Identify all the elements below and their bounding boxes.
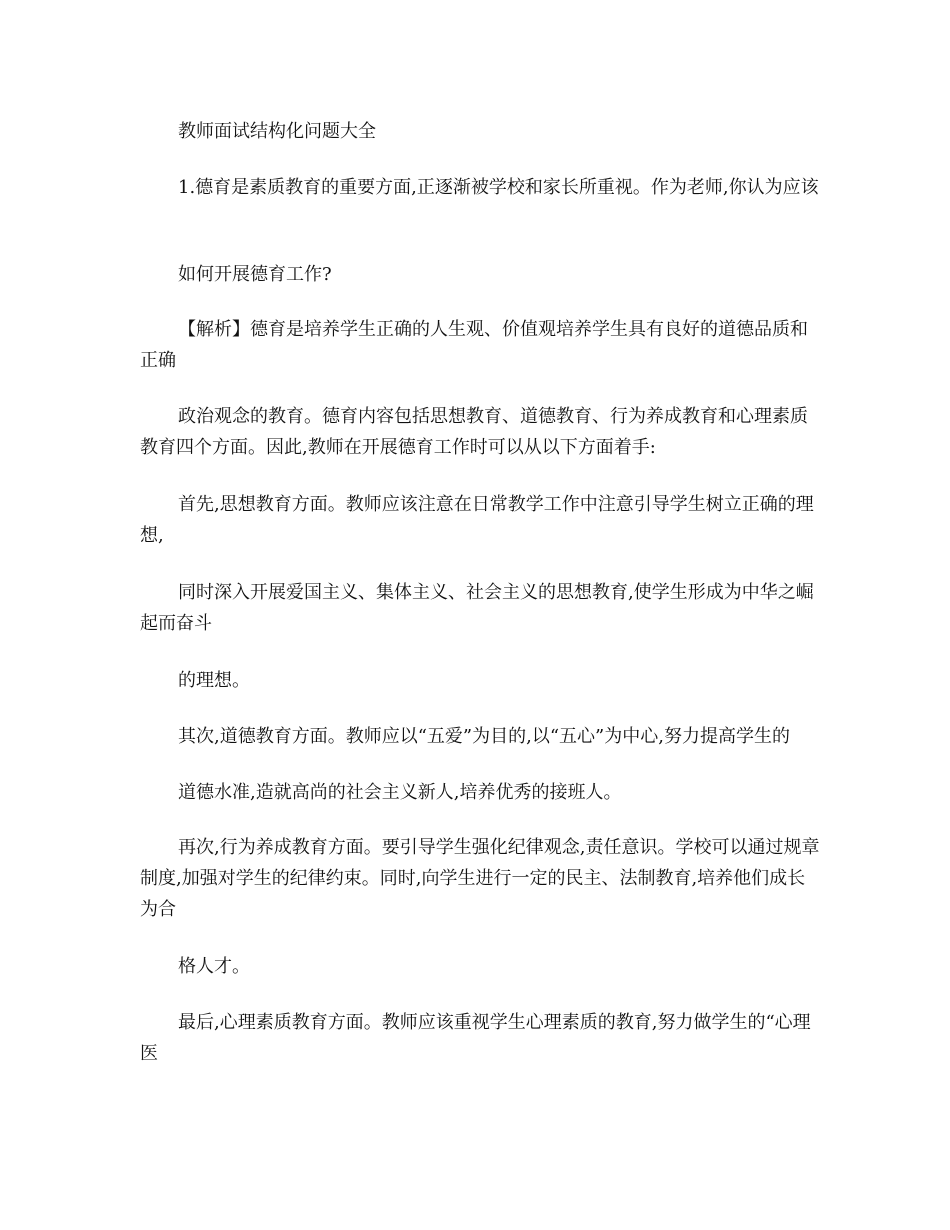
paragraph-first-point-cont: 同时深入开展爱国主义、集体主义、社会主义的思想教育,使学生形成为中华之崛起而奋斗 (140, 582, 814, 634)
document-title: 教师面试结构化问题大全 (178, 121, 376, 142)
paragraph-second-point-cont: 道德水准,造就高尚的社会主义新人,培养优秀的接班人。 (178, 782, 622, 803)
paragraph-third-point-end: 格人才。 (178, 956, 250, 977)
paragraph-question-1-cont: 如何开展德育工作? (178, 264, 332, 285)
paragraph-second-point: 其次,道德教育方面。教师应以“五爱”为目的,以“五心”为中心,努力提高学生的 (178, 726, 790, 747)
paragraph-third-point: 再次,行为养成教育方面。要引导学生强化纪律观念,责任意识。学校可以通过规章制度,加强对学生的纪律约束。同时,向学生进行一定的民主、法制教育,培养他们成长为合 (140, 837, 820, 920)
paragraph-first-point-end: 的理想。 (178, 670, 250, 691)
paragraph-question-1: 1.德育是素质教育的重要方面,正逐渐被学校和家长所重视。作为老师,你认为应该 (178, 177, 819, 198)
paragraph-fourth-point: 最后,心理素质教育方面。教师应该重视学生心理素质的教育,努力做学生的“心理医 (140, 1012, 811, 1064)
paragraph-analysis: 【解析】德育是培养学生正确的人生观、价值观培养学生具有良好的道德品质和正确 (140, 319, 808, 371)
paragraph-first-point: 首先,思想教育方面。教师应该注意在日常教学工作中注意引导学生树立正确的理想, (140, 494, 814, 546)
paragraph-analysis-cont: 政治观念的教育。德育内容包括思想教育、道德教育、行为养成教育和心理素质教育四个方面。因此,教师在开展德育工作时可以从以下方面着手: (140, 406, 808, 458)
